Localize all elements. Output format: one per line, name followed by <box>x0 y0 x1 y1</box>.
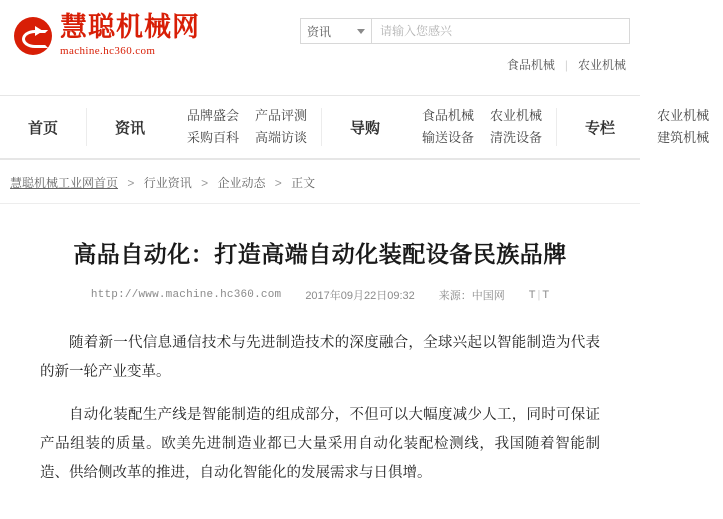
main-nav <box>0 96 710 160</box>
article-paragraph: 自动化装配生产线是智能制造的组成部分，不但可以大幅度减少人工，同时可保证产品组装的质量。欧美先进制造业都已大量采用自动化装配检测线，我国随着智能制造、供给侧改革的推进，自动化智能化的发展需求与日俱增。 <box>40 407 600 481</box>
header-right <box>300 18 630 73</box>
breadcrumb-item-current: 正文 <box>291 176 316 190</box>
nav-link-agriculture-machinery-2[interactable]: 农业机械 <box>657 108 710 123</box>
logo-title-en: machine.hc360.com <box>60 45 156 57</box>
breadcrumb-separator: > <box>201 176 209 190</box>
article-source-url: http://www.machine.hc360.com <box>90 289 282 301</box>
article <box>0 236 640 488</box>
article-title: 高品自动化：打造高端自动化装配设备民族品牌 <box>73 242 567 268</box>
nav-link-construction-machinery[interactable]: 建筑机械 <box>657 130 710 145</box>
font-size-divider: | <box>537 289 541 301</box>
font-size-controls <box>529 289 549 301</box>
nav-group-guide <box>408 96 556 158</box>
article-source-label: 来源： <box>438 290 472 302</box>
article-source <box>439 287 505 303</box>
nav-news-col-1 <box>187 105 239 149</box>
speaker-icon <box>14 17 52 55</box>
site-logo[interactable] <box>0 0 200 57</box>
nav-item-guide[interactable]: 导购 <box>350 119 381 137</box>
header-quick-links <box>300 56 630 73</box>
breadcrumb-item-industry-news[interactable]: 行业资讯 <box>143 176 192 190</box>
nav-item-column[interactable]: 专栏 <box>585 119 616 137</box>
font-size-small-button[interactable]: T <box>542 289 550 301</box>
quick-link-agriculture-machinery[interactable]: 农业机械 <box>577 58 626 72</box>
search-input[interactable] <box>372 18 630 44</box>
nav-news-col-2 <box>255 105 307 149</box>
nav-link-interview[interactable]: 高端访谈 <box>255 130 308 145</box>
nav-link-purchase-wiki[interactable]: 采购百科 <box>187 130 240 145</box>
breadcrumb <box>0 160 640 204</box>
article-source-name: 中国网 <box>471 290 505 302</box>
nav-link-food-machinery[interactable]: 食品机械 <box>422 108 475 123</box>
nav-guide-col-2 <box>490 105 542 149</box>
article-paragraph: 随着新一代信息通信技术与先进制造技术的深度融合，全球兴起以智能制造为代表的新一轮产业变革。 <box>40 335 600 380</box>
nav-link-product-review[interactable]: 产品评测 <box>255 108 308 123</box>
breadcrumb-separator: > <box>127 176 135 190</box>
breadcrumb-item-home[interactable]: 慧聪机械工业网首页 <box>10 176 119 190</box>
chevron-down-icon <box>357 29 365 34</box>
nav-item-home[interactable]: 首页 <box>27 119 58 137</box>
nav-item-news[interactable]: 资讯 <box>114 119 145 137</box>
nav-column-col-1 <box>657 105 709 149</box>
quick-link-food-machinery[interactable]: 食品机械 <box>506 58 555 72</box>
logo-text <box>60 14 200 57</box>
logo-title-cn: 慧聪机械网 <box>60 12 200 43</box>
nav-link-agriculture-machinery[interactable]: 农业机械 <box>490 108 543 123</box>
search-category-select[interactable] <box>300 18 372 44</box>
article-meta <box>40 287 600 303</box>
breadcrumb-item-company-news[interactable]: 企业动态 <box>217 176 266 190</box>
nav-group-news <box>173 96 321 158</box>
nav-guide-col-1 <box>422 105 474 149</box>
nav-link-cleaning-equipment[interactable]: 清洗设备 <box>490 130 543 145</box>
search-category-label: 资讯 <box>307 24 332 39</box>
nav-group-column <box>643 96 723 158</box>
article-body <box>40 329 600 488</box>
search-bar <box>300 18 630 44</box>
breadcrumb-separator: > <box>274 176 282 190</box>
nav-link-conveying-equipment[interactable]: 输送设备 <box>422 130 475 145</box>
nav-link-brand-event[interactable]: 品牌盛会 <box>187 108 240 123</box>
font-size-large-button[interactable]: T <box>528 289 536 301</box>
article-datetime: 2017年09月22日09:32 <box>305 290 415 302</box>
site-header <box>0 0 640 96</box>
quick-link-divider: | <box>564 57 568 72</box>
